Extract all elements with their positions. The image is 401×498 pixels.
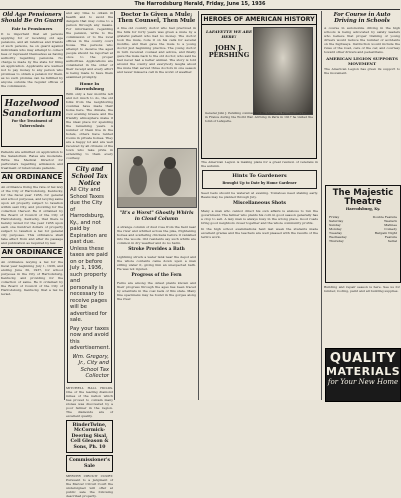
article-body: and any time to obtain ill health and to avoid the dangers that may come to a person through any means. For information regarding the pension, write to the commission or to the local offices in the county court house. The persons who attempt to deceive the aged people should be reported at once to the proper authorities. Applications are considered in the order of their receipt and every effort is being made to have them examined promptly. [66, 11, 113, 79]
article-body: Many a man who cannot direct his own affairs is anxious to run the government. The farmer who plants his corn in good season generally has a crop to sell. A lazy man is always busy in the wrong place. Good roads bring good neighbors closer together and the whole community profits. [201, 209, 318, 225]
column-1-lower [1, 150, 63, 400]
tax-notice-pay: Pay your taxes now and avoid this advertisement. [70, 325, 111, 351]
majestic-sub: Harrodsburg, Ky. [345, 207, 381, 211]
headline-progress-fern: Progress of the Fern [131, 273, 182, 278]
headline-doctor-mule: Doctor Is Given a Mule; Then Counsel, Then Mule [117, 12, 196, 24]
subhead: Home In Harrodsburg [75, 81, 104, 91]
headline-ghostly-whirls: "It's a Worst" Ghostly Whirls in Cloud Column [119, 211, 194, 222]
column-rule [64, 11, 65, 400]
article-body: A course in automobile driving in the high schools is being advocated by safety leaders who believe that proper training of young drivers would reduce the number of accidents on the highways. Instruction would include the rules of the road, care of the car, and courtesy toward other drivers and pedestrians. [324, 26, 400, 54]
heroes-quote: LAFAYETTE WE ARE HERE! [206, 29, 252, 39]
column-rule [198, 11, 199, 400]
new-home-tagline: for Your New Home [327, 378, 399, 386]
article-body: With only a few months left and not much to do, the old folks from the neighboring counties have made their home here. The climate, the cool evening breeze and the friendly atmosphere make it the ideal place for spending the remaining years. A number of them live in the hotels, others have rented rooms in private homes. They are a happy lot and are well received by all citizens of the town who take pride in extending to them every courtesy. [66, 92, 113, 160]
column-5-lower [324, 285, 400, 345]
heroes-title: HEROES OF AMERICAN HISTORY [203, 16, 315, 23]
ordinance-body-1: An ordinance fixing the rate of tax levy of the City of Harrodsburg, Kentucky, for the fiscal year 1936, for general and school purposes, and levying same upon all property subject to taxation within said City, and providing for the collection thereof. Be it ordained by the Board of Council of the City of Harrodsburg, Kentucky, that there is hereby levied for the year 1936 upon each one hundred dollars of property subject to taxation a tax for general city purposes. This ordinance shall take effect from and after its passage and publication as required by law. [1, 185, 63, 245]
majestic-title: The Majestic Theatre [332, 188, 394, 207]
column-rule [114, 11, 115, 400]
quality-materials-ad [325, 348, 401, 402]
ordinance-heading-2: AN ORDINANCE [1, 248, 63, 256]
hints-heading: Hints To Gardeners [232, 173, 287, 179]
ordinance-body-2: An ordinance levying a tax for the fiscal year beginning July 1, 1936, and ending June 30, 1937, for school purposes in the City of Harrodsburg, Kentucky, and providing for the collection of same. Be it ordained by the Board of Council of the City of Harrodsburg, Kentucky, that a tax be levied. [1, 260, 63, 296]
article-body: Patients are admitted on application to the Sanatorium. Rates are moderate. Write the Medical Director for particulars regarding admission and treatment of tuberculosis patients. [1, 150, 63, 170]
city-school-tax-notice [67, 163, 112, 383]
heroes-caption: General John J. Pershing commanded the American Expeditionary Forces in France during the World War. Arriving in Paris in 1917 he visited the tomb of Lafayette. [205, 111, 313, 123]
article-body: A fine old country doctor who had practiced in the hills for forty years was given a mule by a grateful patient who had no money. The doctor took the mule, rode it on his calls for several months, and then gave the mule to a young doctor just beginning practice. The young doctor in turn received counsel and advice, and finally gave the mule back to the old doctor, who said he had never had a better animal. The story is told around the county and everybody laughs about the mule that served three doctors in one season and never missed a call in the worst of weather. [117, 26, 196, 74]
hints-sub: Brought Up to Date by Home Gardener [222, 181, 297, 185]
headline-stroke-bath: Stroke Provides a Bath [128, 247, 185, 252]
majestic-theatre-ad: The Majestic Theatre Harrodsburg, Ky. Friday Double Feature Saturday Western Sunday Matinee Monday Comedy Tuesday Bargain Night Wednesday Feature Thursday Serial [325, 185, 401, 283]
tax-notice-signature: Wm. Gregory, Jr., City and School Tax Collector [72, 353, 109, 379]
hazelwood-name: Hazelwood Sanatorium [2, 99, 62, 119]
pershing-portrait [253, 27, 313, 115]
binder-twine-ad: BinderTwine, McCormick-Deering Sisal, Cell Gleason & Sons, Ph. 10 [66, 420, 113, 454]
heroes-name: JOHN J. PERSHING [208, 44, 250, 59]
hazelwood-ad [1, 95, 63, 147]
article-body: MITCHELL HALL HOLDS. One of the leading diamond mines of the nation which has proved to contain many stones was discovered by a poor farmer in the region. The diamonds are of excellent quality. [66, 385, 113, 418]
article-body: Ferns are among the oldest plants known and their progress through the ages has been traced by scientists in the coal beds of this state. Many fine specimens may be found in the gorges along the river. [117, 281, 196, 301]
tax-notice-text: All City and School Taxes due the City of Harrodsburg, Ky., and not paid by Expiration are past due. Unless these taxes are paid on or before July 1, 1936, such property and personally is necessary to receive pages will be advertised for sale. [70, 187, 108, 323]
cartoon-figures-icon [118, 149, 196, 207]
article-body: It is important that all persons applying for or receiving old age pensions, and all relatives and friends of such persons, be on guard against individuals who may attempt to collect fees or represent themselves as having authority regarding pensions. No charge is made by the state for filing an application. Applicants are warned not to pay money to any person who promises to obtain a pension for them, as no such promise can be fulfilled by anyone outside the regular offices of the commission. [1, 32, 63, 88]
legion-heading: AMERICAN LEGION SUPPORTS MOVEMENT [326, 56, 398, 66]
article-body: A strange column of dust rose from the field near the river and whirled across the pike, frightening horses and scattering chickens before it vanished into the woods. Old residents say such whirls are common in dry weather and do no harm. [117, 225, 196, 245]
heroes-of-american-history-panel [201, 14, 317, 159]
article-body: MERCER CIRCUIT COURT. Pursuant to a judgment of the Mercer Circuit Court the undersigned will offer at public sale the following described property. [66, 474, 113, 498]
headline-auto-driving: For Course in Auto Driving in Schools [333, 12, 391, 24]
article-body: Seed beds should be watered at evening. Tomatoes need staking early. Beans may be planted through July. [201, 191, 318, 199]
hazelwood-sub: For the Treatment of Tuberculosis [11, 119, 53, 128]
column-rule [321, 11, 322, 400]
masthead: The Harrodsburg Herald, Friday, June 15, 1936 [0, 0, 400, 10]
article-body: Building and repair season is here. See us for lumber, roofing, paint and all building supplies. [324, 285, 400, 293]
article-body: The American Legion has given its support to the movement. [324, 67, 400, 75]
hints-to-gardeners-box [202, 170, 317, 189]
materials-word: MATERIALS [326, 365, 401, 378]
article-body: The American Legion is making plans for a great reunion of veterans in the autumn. [201, 160, 318, 168]
article-body: In the high school examinations held last week the students made excellent grades and the teachers are well pleased with the results of the term's work. [201, 227, 318, 239]
tax-notice-title: City and School Tax Notice [71, 166, 108, 187]
headline-old-age-pensioners: Old Age Pensioners Should Be On Guard [1, 12, 64, 24]
article-body: Lightning struck a water tank near the depot and the whole contents came down upon a man sitting under it, giving him an unexpected bath. He was not injured. [117, 255, 196, 271]
commissioners-sale: Commissioner's Sale [66, 455, 113, 472]
column-2 [66, 11, 113, 498]
column-3-lower [117, 210, 196, 400]
misc-shots-heading: Miscellaneous Shots [233, 201, 286, 206]
cartoon-illustration [117, 148, 197, 208]
byline-fair-pensioners: Fair to Pensioners [11, 26, 53, 31]
ordinance-heading-1: AN ORDINANCE [1, 173, 63, 181]
column-4 [201, 160, 318, 400]
quality-word: QUALITY [329, 351, 397, 366]
